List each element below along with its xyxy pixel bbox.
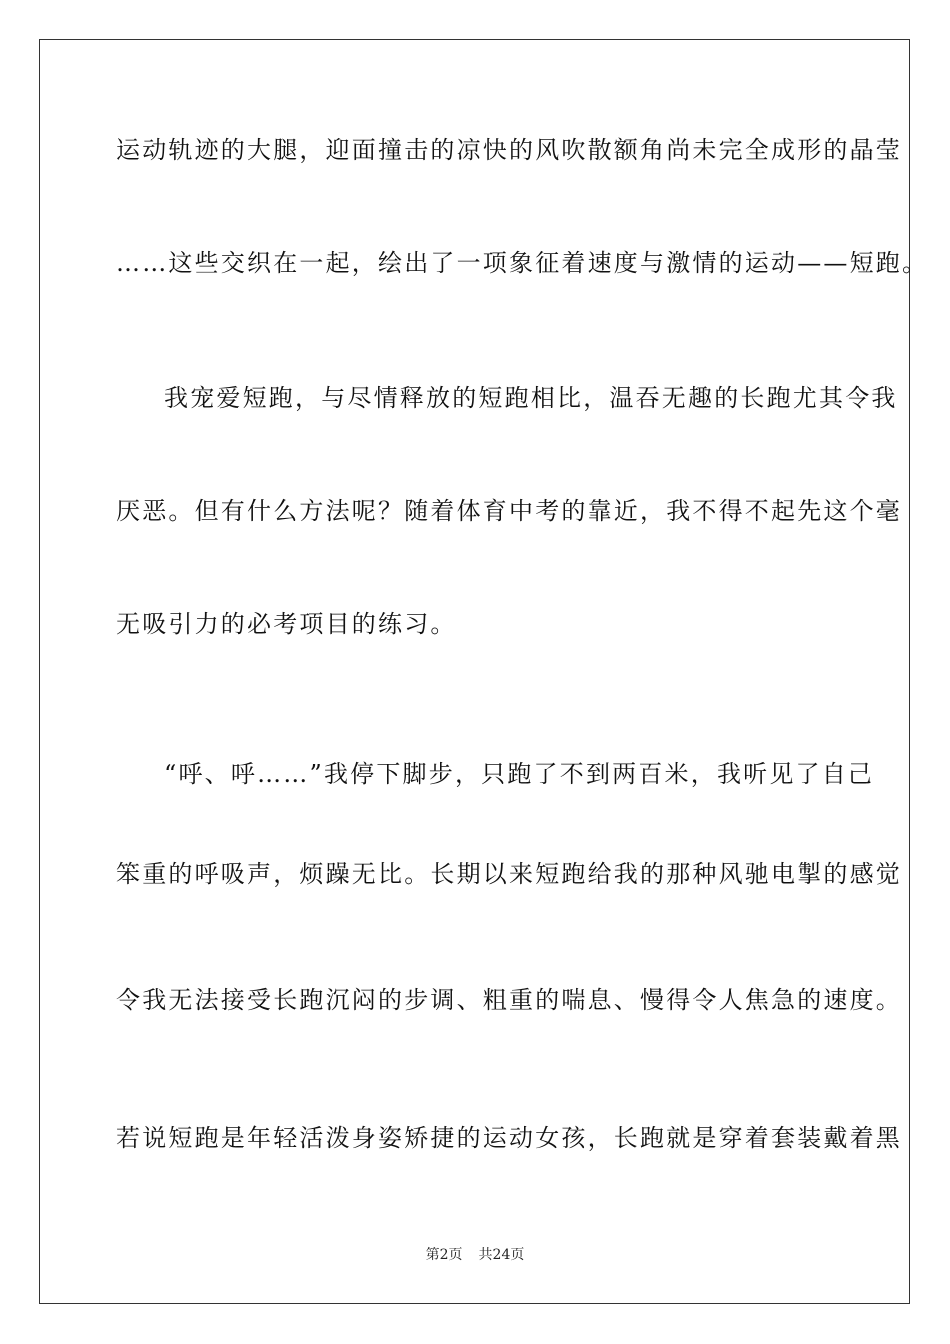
text-line-2: ……这些交织在一起，绘出了一项象征着速度与激情的运动——短跑。 bbox=[116, 249, 929, 277]
page-number: 第2页 bbox=[425, 1247, 463, 1263]
text-line-4: 厌恶。但有什么方法呢？随着体育中考的靠近，我不得不起先这个毫 bbox=[116, 497, 902, 525]
text-line-5: 无吸引力的必考项目的练习。 bbox=[116, 610, 457, 638]
text-line-1: 运动轨迹的大腿，迎面撞击的凉快的风吹散额角尚未完全成形的晶莹 bbox=[116, 136, 902, 164]
text-line-7: 笨重的呼吸声，烦躁无比。长期以来短跑给我的那种风驰电掣的感觉 bbox=[116, 860, 902, 888]
text-line-8: 令我无法接受长跑沉闷的步调、粗重的喘息、慢得令人焦急的速度。 bbox=[116, 986, 902, 1014]
page-total: 共24页 bbox=[478, 1247, 525, 1263]
text-line-9: 若说短跑是年轻活泼身姿矫捷的运动女孩，长跑就是穿着套装戴着黑 bbox=[116, 1124, 902, 1152]
text-line-3: 我宠爱短跑，与尽情释放的短跑相比，温吞无趣的长跑尤其令我 bbox=[164, 384, 898, 412]
page-footer bbox=[0, 1246, 950, 1264]
text-line-6: “呼、呼……”我停下脚步，只跑了不到两百米，我听见了自己 bbox=[164, 760, 875, 788]
page-frame bbox=[39, 39, 929, 1304]
